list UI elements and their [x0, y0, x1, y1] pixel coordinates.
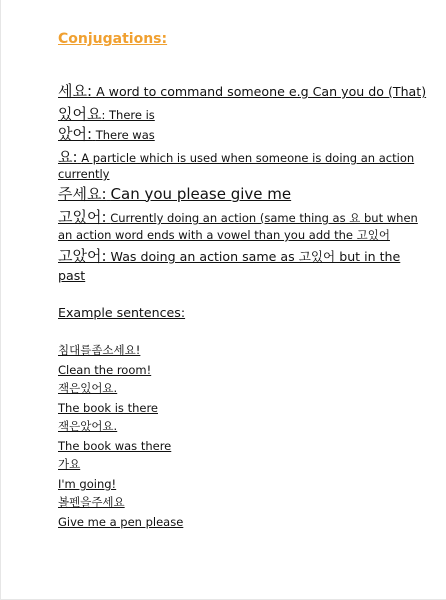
- entry-yo: [58, 150, 414, 165]
- entry-term: 고있어:: [58, 208, 107, 226]
- entry-term: 요:: [58, 148, 78, 166]
- example-english: Give me a pen please: [58, 515, 184, 529]
- conjugations-heading: Conjugations:: [58, 31, 168, 47]
- entry-goisseo: [58, 210, 418, 225]
- entry-definition: Was doing an action same as 고있어 but in the: [110, 249, 401, 264]
- entry-definition: an action word ends with a vowel than you add the 고있어: [58, 228, 390, 242]
- example-korean: 가요: [58, 457, 81, 471]
- entry-term: 세요:: [58, 82, 93, 100]
- entry-definition: Can you please give me: [110, 185, 292, 203]
- entry-definition: past: [58, 268, 86, 283]
- entry-term: 았어:: [58, 125, 93, 143]
- example-english: I'm going!: [58, 477, 117, 491]
- entry-term: 주세요:: [58, 185, 107, 203]
- entry-seyo: [58, 84, 426, 99]
- entry-term: 있어요: [58, 105, 102, 123]
- example-korean: 잭은았어요.: [58, 419, 118, 433]
- example-english: The book was there: [58, 439, 172, 453]
- entry-definition: currently: [58, 167, 110, 181]
- entry-juseyo: [58, 187, 291, 202]
- entry-isseoyo: [58, 107, 155, 122]
- example-korean: 볼펜을주세요: [58, 495, 125, 509]
- example-korean: 잭은있어요.: [58, 381, 118, 395]
- entry-goasseo-continued: [58, 270, 85, 283]
- entry-definition: Currently doing an action (same thing as 요 but when: [110, 211, 418, 225]
- entry-definition: A word to command someone e.g Can you do (That): [96, 84, 427, 99]
- example-english: Clean the room!: [58, 363, 152, 377]
- entry-definition: A particle which is used when someone is doing an action: [81, 151, 415, 165]
- example-korean: 침대를좀소세요!: [58, 343, 141, 357]
- entry-definition: : There is: [101, 108, 155, 122]
- entry-term: 고았어:: [58, 247, 107, 265]
- entry-goasseo: [58, 249, 400, 264]
- entry-yo-continued: [58, 169, 110, 181]
- example-english: The book is there: [58, 401, 158, 415]
- example-sentences-heading: Example sentences:: [58, 305, 186, 320]
- entry-goisseo-continued: [58, 230, 390, 242]
- entry-definition: There was: [95, 128, 155, 142]
- entry-asseo: [58, 127, 155, 142]
